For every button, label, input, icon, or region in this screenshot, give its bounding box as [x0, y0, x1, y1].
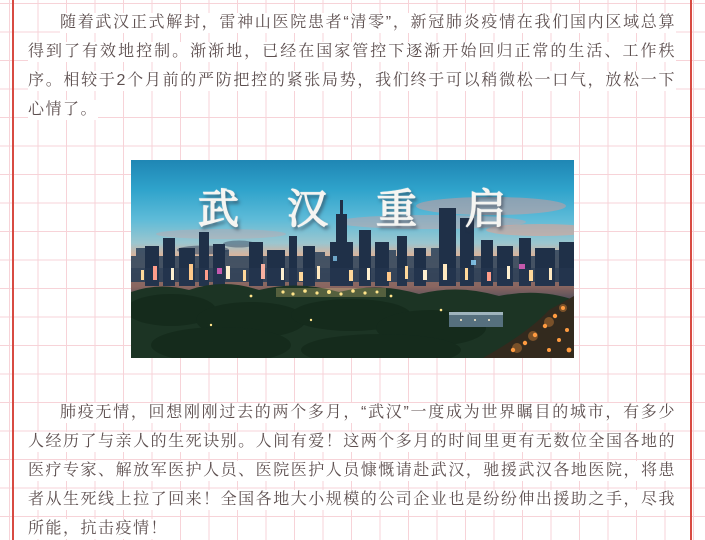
paragraph-1: [28, 8, 676, 124]
paragraph-2: [28, 398, 676, 540]
wuhan-city-image[interactable]: [131, 160, 574, 358]
image-caption-text: 武汉重启: [198, 186, 554, 232]
city-sunset-illustration: [131, 160, 574, 358]
paragraph-1-text: 随着武汉正式解封，雷神山医院患者“清零”，新冠肺炎疫情在我们国内区域总算得到了有效地控制。渐渐地，已经在国家管控下逐渐开始回归正常的生活、工作秩序。相较于2个月前的严防把控的紧张局势，我们终于可以稍微松一口气，放松一下心情了。: [28, 14, 676, 118]
paragraph-2-text: 肺疫无情，回想刚刚过去的两个多月，“武汉”一度成为世界瞩目的城市，有多少人经历了与亲人的生死诀别。人间有爱！这两个多月的时间里更有无数位全国各地的医疗专家、解放军医护人员、医院医护人员慷慨请赴武汉，驰援武汉各地医院，将患者从生死线上拉了回来！全国各地大小规模的公司企业也是纷纷伸出援助之手，尽我所能，抗击疫情！: [28, 404, 676, 537]
right-border-line: [690, 0, 692, 540]
left-border-line: [12, 0, 14, 540]
